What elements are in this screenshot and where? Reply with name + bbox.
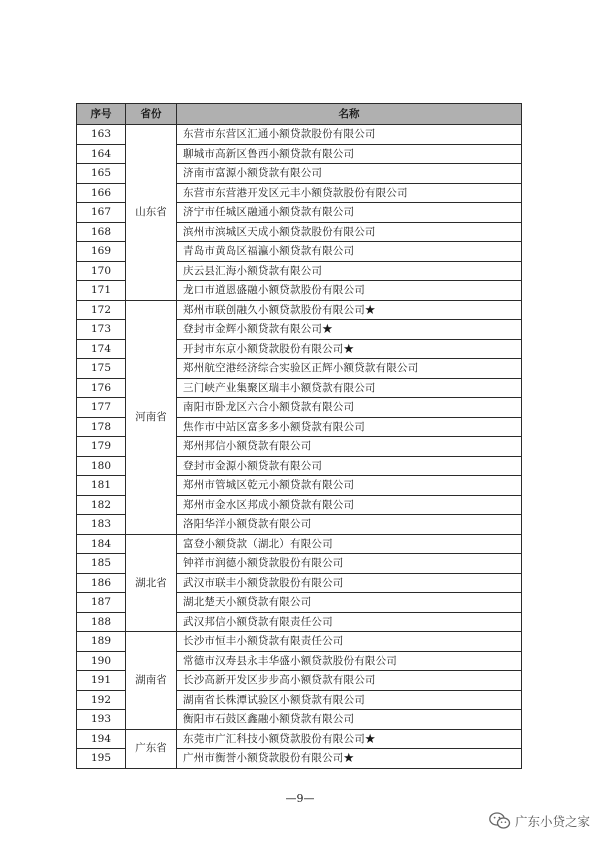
row-number: 182 bbox=[77, 495, 126, 515]
row-number: 173 bbox=[77, 320, 126, 340]
company-name: 济南市富源小额贷款有限公司 bbox=[177, 164, 522, 184]
header-name: 名称 bbox=[177, 104, 522, 125]
company-name: 衡阳市石鼓区鑫融小额贷款有限公司 bbox=[177, 710, 522, 730]
company-name: 武汉邦信小额贷款有限责任公司 bbox=[177, 612, 522, 632]
header-province: 省份 bbox=[126, 104, 177, 125]
row-number: 186 bbox=[77, 573, 126, 593]
company-name: 东营市东营港开发区元丰小额贷款股份有限公司 bbox=[177, 183, 522, 203]
company-name: 郑州市联创融久小额贷款股份有限公司★ bbox=[177, 300, 522, 320]
company-name: 长沙高新开发区步步高小额贷款有限公司 bbox=[177, 671, 522, 691]
company-name: 青岛市黄岛区福瀛小额贷款有限公司 bbox=[177, 242, 522, 262]
row-number: 176 bbox=[77, 378, 126, 398]
row-number: 177 bbox=[77, 398, 126, 418]
company-name: 庆云县汇海小额贷款有限公司 bbox=[177, 261, 522, 281]
row-number: 190 bbox=[77, 651, 126, 671]
row-number: 181 bbox=[77, 476, 126, 496]
row-number: 172 bbox=[77, 300, 126, 320]
company-name: 钟祥市润德小额贷款股份有限公司 bbox=[177, 554, 522, 574]
company-name: 聊城市高新区鲁西小额贷款有限公司 bbox=[177, 144, 522, 164]
company-name: 湖北楚天小额贷款有限公司 bbox=[177, 593, 522, 613]
company-name: 郑州航空港经济综合实验区正辉小额贷款有限公司 bbox=[177, 359, 522, 379]
company-name: 广州市衡誉小额贷款股份有限公司★ bbox=[177, 749, 522, 769]
row-number: 180 bbox=[77, 456, 126, 476]
company-name: 登封市金源小额贷款有限公司 bbox=[177, 456, 522, 476]
table-row bbox=[77, 632, 522, 652]
row-number: 179 bbox=[77, 437, 126, 457]
company-name: 东莞市广汇科技小额贷款股份有限公司★ bbox=[177, 729, 522, 749]
company-name: 富登小额贷款（湖北）有限公司 bbox=[177, 534, 522, 554]
page-number: —9— bbox=[285, 792, 315, 805]
province-cell: 山东省 bbox=[126, 125, 177, 301]
row-number: 165 bbox=[77, 164, 126, 184]
header-no: 序号 bbox=[77, 104, 126, 125]
company-name: 滨州市滨城区天成小额贷款股份有限公司 bbox=[177, 222, 522, 242]
company-name: 东营市东营区汇通小额贷款股份有限公司 bbox=[177, 125, 522, 145]
row-number: 194 bbox=[77, 729, 126, 749]
table-header-row bbox=[77, 104, 522, 125]
company-name: 郑州邦信小额贷款有限公司 bbox=[177, 437, 522, 457]
province-cell: 广东省 bbox=[126, 729, 177, 768]
row-number: 183 bbox=[77, 515, 126, 535]
province-cell: 湖北省 bbox=[126, 534, 177, 632]
row-number: 169 bbox=[77, 242, 126, 262]
watermark bbox=[489, 812, 590, 830]
row-number: 178 bbox=[77, 417, 126, 437]
table-body bbox=[77, 125, 522, 769]
table-row bbox=[77, 300, 522, 320]
row-number: 192 bbox=[77, 690, 126, 710]
company-name: 焦作市中站区富多多小额贷款有限公司 bbox=[177, 417, 522, 437]
table-row bbox=[77, 534, 522, 554]
company-name: 郑州市管城区乾元小额贷款有限公司 bbox=[177, 476, 522, 496]
company-name: 郑州市金水区邦成小额贷款有限公司 bbox=[177, 495, 522, 515]
company-name: 湖南省长株潭试验区小额贷款有限公司 bbox=[177, 690, 522, 710]
row-number: 168 bbox=[77, 222, 126, 242]
loan-company-table bbox=[76, 103, 522, 769]
company-name: 长沙市恒丰小额贷款有限责任公司 bbox=[177, 632, 522, 652]
row-number: 164 bbox=[77, 144, 126, 164]
company-name: 武汉市联丰小额贷款股份有限公司 bbox=[177, 573, 522, 593]
row-number: 187 bbox=[77, 593, 126, 613]
row-number: 184 bbox=[77, 534, 126, 554]
company-name: 济宁市任城区融通小额贷款有限公司 bbox=[177, 203, 522, 223]
row-number: 189 bbox=[77, 632, 126, 652]
watermark-text: 广东小贷之家 bbox=[514, 814, 590, 829]
row-number: 174 bbox=[77, 339, 126, 359]
province-cell: 湖南省 bbox=[126, 632, 177, 730]
row-number: 163 bbox=[77, 125, 126, 145]
row-number: 185 bbox=[77, 554, 126, 574]
row-number: 166 bbox=[77, 183, 126, 203]
company-name: 常德市汉寿县永丰华盛小额贷款股份有限公司 bbox=[177, 651, 522, 671]
row-number: 170 bbox=[77, 261, 126, 281]
row-number: 193 bbox=[77, 710, 126, 730]
row-number: 167 bbox=[77, 203, 126, 223]
row-number: 171 bbox=[77, 281, 126, 301]
table-row bbox=[77, 729, 522, 749]
province-cell: 河南省 bbox=[126, 300, 177, 534]
company-name: 登封市金辉小额贷款有限公司★ bbox=[177, 320, 522, 340]
row-number: 188 bbox=[77, 612, 126, 632]
company-name: 三门峡产业集聚区瑞丰小额贷款有限公司 bbox=[177, 378, 522, 398]
row-number: 195 bbox=[77, 749, 126, 769]
company-name: 南阳市卧龙区六合小额贷款有限公司 bbox=[177, 398, 522, 418]
company-name: 开封市东京小额贷款股份有限公司★ bbox=[177, 339, 522, 359]
company-name: 龙口市道恩盛融小额贷款股份有限公司 bbox=[177, 281, 522, 301]
table-row bbox=[77, 125, 522, 145]
company-name: 洛阳华洋小额贷款有限公司 bbox=[177, 515, 522, 535]
row-number: 191 bbox=[77, 671, 126, 691]
row-number: 175 bbox=[77, 359, 126, 379]
wechat-icon bbox=[489, 812, 511, 830]
